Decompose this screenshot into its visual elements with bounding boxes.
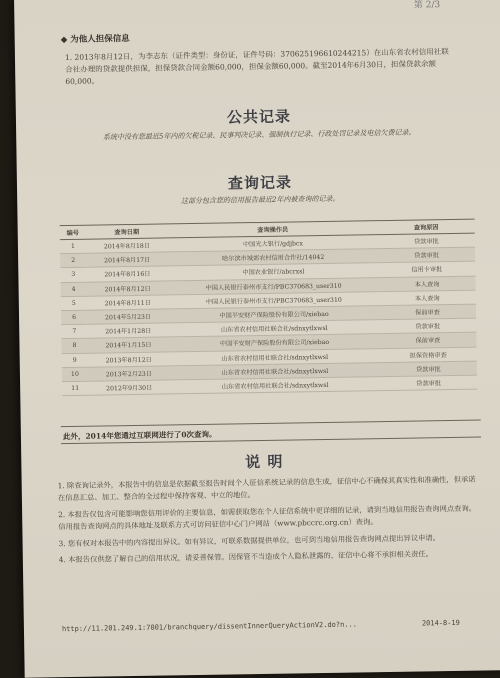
note-item: 2. 本报告仅包含可能影响您信用评价的主要信息，如需获取您在个人征信系统中更详细的记录，请到当地信用报告查询网点查询。信用报告查询网点的具体地址及联系方式可访问征信中心门户网站（www.pbccrc.org.cn）查询。	[58, 503, 477, 532]
notes-list	[58, 474, 479, 571]
query-record-table	[60, 219, 478, 397]
credit-report-page	[14, 0, 500, 678]
cell-date: 2012年9月30日	[88, 380, 170, 395]
column-header: 查询原因	[378, 219, 475, 235]
cell-date: 2014年1月15日	[87, 337, 169, 352]
cell-number: 4	[61, 282, 87, 297]
note-item: 3. 您有权对本报告中的内容提出异议。如有异议，可联系数据提供单位，也可到当地信用报告查询网点提出异议申请。	[58, 532, 441, 548]
cell-reason: 本人查询	[378, 276, 475, 292]
cell-operator: 中国人民银行泰州市支行/PBC370683_user310	[169, 291, 379, 308]
cell-reason: 担保资格审查	[380, 347, 477, 363]
cell-operator: 山东省农村信用社联合社/sdnxytlxwsl	[170, 362, 380, 379]
cell-number: 10	[62, 367, 88, 382]
cell-reason: 贷款审批	[380, 375, 477, 391]
cell-reason: 贷款审批	[378, 233, 475, 249]
cell-number: 6	[61, 310, 87, 325]
cell-date: 2014年1月28日	[87, 323, 169, 338]
public-record-title: 公共记录	[226, 107, 292, 127]
cell-number: 1	[60, 239, 86, 254]
cell-operator: 中国人民银行泰州市支行/PBC370683_user310	[168, 277, 378, 294]
query-record-title: 查询记录	[227, 173, 293, 193]
cell-operator: 哈尔滨市城郊农村信用合作社/14042	[168, 249, 378, 266]
cell-number: 8	[61, 339, 87, 354]
cell-reason: 贷款审批	[379, 318, 476, 334]
cell-date: 2014年8月17日	[86, 252, 168, 267]
guarantee-heading: ◆ 为他人担保信息	[60, 34, 130, 46]
guarantee-text: 1. 2013年8月12日，为李志东（证件类型：身份证，证件号码：370625196610244215）在山东省农村信用社联合社办理的贷款提供担保，担保贷款合同金额60,000，担保金额60,000。截至2014年6月30日，担保贷款余额60,000。	[64, 46, 449, 87]
cell-date: 2014年8月18日	[86, 238, 168, 253]
cell-date: 2014年8月16日	[86, 266, 168, 281]
query-record-subtitle: 这部分包含您的信用报告最近2年内被查询的记录。	[180, 194, 340, 206]
cell-date: 2014年8月12日	[86, 280, 168, 295]
cell-number: 7	[61, 324, 87, 339]
notes-title: 说 明	[245, 452, 284, 472]
cell-number: 3	[60, 268, 86, 283]
column-header: 编号	[60, 225, 86, 239]
cell-operator: 中国光大银行/gdjbcx	[168, 235, 378, 252]
cell-date: 2014年8月11日	[87, 295, 169, 310]
footer-date: 2014-8-19	[421, 618, 460, 628]
cell-reason: 信用卡审批	[378, 261, 475, 277]
cell-date: 2014年5月23日	[87, 309, 169, 324]
cell-operator: 山东省农村信用社联合社/sdnxytlxwsl	[170, 376, 380, 393]
cell-number: 9	[62, 353, 88, 368]
cell-operator: 山东省农村信用社联合社/sdnxytlxwsl	[169, 320, 379, 337]
note-item: 4. 本报告仅供您了解自己的信用状况，请妥善保管。因保管不当造成个人隐私泄露的，征信中心将不承担相关责任。	[58, 549, 434, 565]
cell-reason: 保前审查	[379, 304, 476, 320]
cell-operator: 中国平安财产保险股份有限公司/xiebao	[169, 306, 379, 323]
cell-reason: 贷款审批	[378, 247, 475, 263]
cell-number: 2	[60, 253, 86, 268]
footer-url: http://11.201.249.1:7001/branchquery/dissentInnerQueryActionV2.do?n...	[61, 620, 357, 634]
page-mark: 第 2/3	[413, 0, 441, 11]
cell-reason: 贷款审批	[380, 361, 477, 377]
public-record-text: 系统中没有您最近5年内的欠税记录、民事判决记录、强制执行记录、行政处罚记录及电信欠费记录。	[102, 128, 416, 142]
cell-date: 2013年2月23日	[88, 366, 170, 381]
cell-number: 5	[61, 296, 87, 311]
cell-number: 11	[62, 381, 88, 396]
cell-reason: 本人查询	[379, 290, 476, 306]
column-header: 查询日期	[86, 224, 168, 239]
cell-operator: 山东省农村信用社联合社/sdnxytlxwsl	[170, 348, 380, 365]
guarantee-heading-text: 为他人担保信息	[70, 34, 130, 45]
column-header: 查询操作员	[168, 221, 378, 238]
note-item: 1. 除查询记录外，本报告中的信息是依据截至报告时间个人征信系统记录的信息生成，征信中心不确保其真实性和准确性，但承诺在信息汇总、加工、整合的全过程中保持客观、中立的地位。	[57, 474, 476, 503]
internet-query-summary: 此外，2014年您通过互联网进行了0次查询。	[61, 420, 481, 445]
cell-operator: 中国农业银行/abcrxsl	[168, 263, 378, 280]
cell-date: 2013年8月12日	[88, 351, 170, 366]
cell-operator: 中国平安财产保险股份有限公司/xiebao	[169, 334, 379, 351]
cell-reason: 保前审查	[379, 332, 476, 348]
